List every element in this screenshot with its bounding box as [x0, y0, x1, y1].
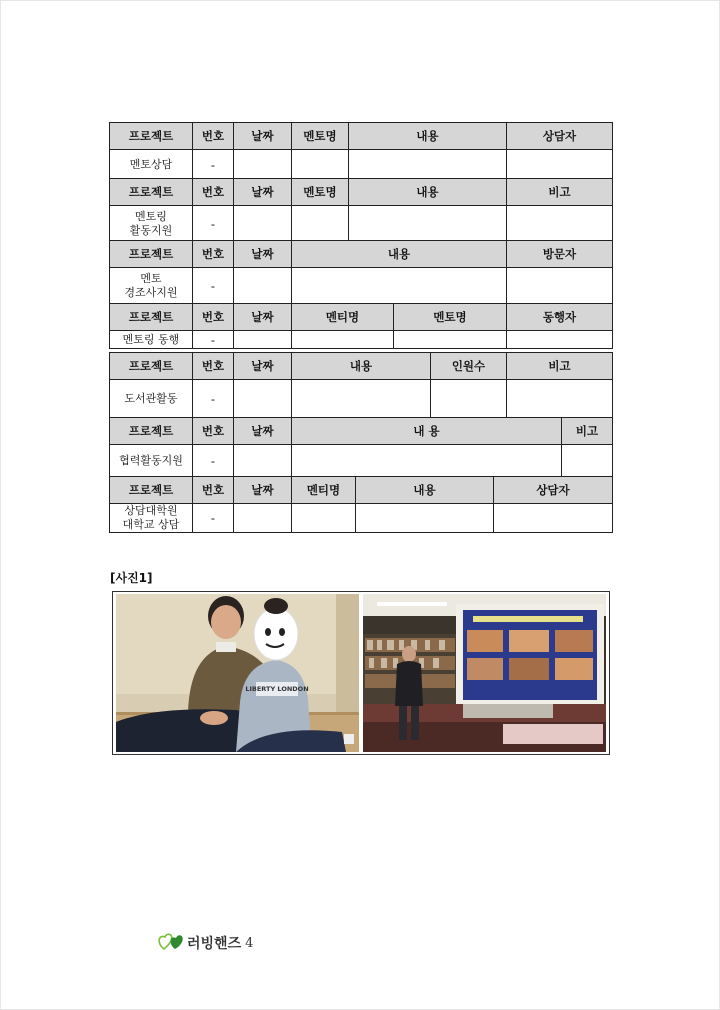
table-header-row: [110, 477, 613, 504]
remarks-cell: [507, 206, 613, 242]
date-cell: [234, 150, 292, 181]
header-mentee-name: 멘티명: [292, 304, 394, 331]
table-row: [110, 380, 613, 418]
header-content: 내용: [349, 123, 507, 150]
photo-library-presentation: [363, 594, 606, 752]
header-mentee-name: 멘티명: [292, 477, 356, 504]
project-label: 멘토상담: [110, 150, 193, 181]
header-project: 프로젝트: [110, 304, 193, 331]
header-number: 번호: [193, 179, 234, 206]
visitor-cell: [507, 268, 613, 304]
header-date: 날짜: [234, 241, 292, 268]
content-cell: [292, 268, 507, 304]
table-header-row: [110, 241, 613, 268]
number-cell: -: [193, 331, 234, 349]
loving-hands-logo-icon: [158, 931, 184, 955]
header-remarks: 비고: [507, 179, 613, 206]
table-row: [110, 268, 613, 304]
table-graduate-counseling: [109, 476, 613, 533]
table-mentor-family-events: [109, 240, 613, 304]
content-cell: [292, 380, 431, 418]
date-cell: [234, 445, 292, 477]
header-date: 날짜: [234, 418, 292, 445]
number-cell: -: [193, 445, 234, 477]
photo-strip: [112, 591, 610, 755]
mentee-name-cell: [292, 504, 356, 533]
companion-cell: [507, 331, 613, 349]
header-remarks: 비고: [507, 353, 613, 380]
header-number: 번호: [193, 418, 234, 445]
content-cell: [292, 445, 562, 477]
date-cell: [234, 331, 292, 349]
header-visitor: 방문자: [507, 241, 613, 268]
header-mentor-name: 멘토명: [292, 123, 349, 150]
remarks-cell: [562, 445, 613, 477]
header-content: 내용: [349, 179, 507, 206]
headcount-cell: [431, 380, 507, 418]
header-number: 번호: [193, 123, 234, 150]
header-project: 프로젝트: [110, 418, 193, 445]
table-row: [110, 331, 613, 349]
table-row: [110, 445, 613, 477]
header-number: 번호: [193, 241, 234, 268]
mentor-name-cell: [292, 206, 349, 242]
mentor-name-cell: [292, 150, 349, 181]
number-cell: -: [193, 150, 234, 181]
table-row: [110, 150, 613, 181]
mentor-name-cell: [394, 331, 507, 349]
header-project: 프로젝트: [110, 123, 193, 150]
header-mentor-name: 멘토명: [292, 179, 349, 206]
header-mentor-name: 멘토명: [394, 304, 507, 331]
number-cell: -: [193, 268, 234, 304]
content-cell: [349, 206, 507, 242]
number-cell: -: [193, 206, 234, 242]
table-header-row: [110, 353, 613, 380]
table-mentor-consulting: [109, 122, 613, 181]
counselor-cell: [507, 150, 613, 181]
table-header-row: [110, 418, 613, 445]
project-label: 도서관활동: [110, 380, 193, 418]
table-cooperation-support: [109, 417, 613, 477]
number-cell: -: [193, 504, 234, 533]
header-project: 프로젝트: [110, 353, 193, 380]
date-cell: [234, 380, 292, 418]
project-label: 멘토 경조사지원: [110, 268, 193, 304]
header-date: 날짜: [234, 179, 292, 206]
table-row: [110, 206, 613, 242]
header-project: 프로젝트: [110, 241, 193, 268]
photo-mentor-mentee: [116, 594, 359, 752]
date-cell: [234, 504, 292, 533]
photo-caption: [사진1]: [110, 571, 153, 585]
header-number: 번호: [193, 477, 234, 504]
project-label: 상담대학원 대학교 상담: [110, 504, 193, 533]
header-number: 번호: [193, 353, 234, 380]
header-date: 날짜: [234, 123, 292, 150]
header-headcount: 인원수: [431, 353, 507, 380]
brand-name: 러빙핸즈: [187, 936, 242, 952]
footer: [158, 931, 253, 955]
table-row: [110, 504, 613, 533]
header-content: 내용: [292, 241, 507, 268]
project-label: 멘토링 활동지원: [110, 206, 193, 242]
number-cell: -: [193, 380, 234, 418]
project-label: 협력활동지원: [110, 445, 193, 477]
remarks-cell: [507, 380, 613, 418]
table-library-activity: [109, 352, 613, 418]
project-label: 멘토링 동행: [110, 331, 193, 349]
table-header-row: [110, 179, 613, 206]
header-date: 날짜: [234, 304, 292, 331]
mentee-name-cell: [292, 331, 394, 349]
header-content: 내용: [356, 477, 494, 504]
header-project: 프로젝트: [110, 477, 193, 504]
header-counselor: 상담자: [494, 477, 613, 504]
header-remarks: 비고: [562, 418, 613, 445]
header-date: 날짜: [234, 353, 292, 380]
counselor-cell: [494, 504, 613, 533]
header-project: 프로젝트: [110, 179, 193, 206]
shirt-text: LIBERTY LONDON: [245, 685, 309, 693]
header-counselor: 상담자: [507, 123, 613, 150]
header-content: 내 용: [292, 418, 562, 445]
table-header-row: [110, 123, 613, 150]
date-cell: [234, 268, 292, 304]
content-cell: [349, 150, 507, 181]
header-date: 날짜: [234, 477, 292, 504]
table-header-row: [110, 304, 613, 331]
page-number: 4: [245, 935, 254, 951]
content-cell: [356, 504, 494, 533]
table-mentoring-accompany: [109, 303, 613, 349]
table-mentoring-support: [109, 178, 613, 242]
header-content: 내용: [292, 353, 431, 380]
date-cell: [234, 206, 292, 242]
header-number: 번호: [193, 304, 234, 331]
header-companion: 동행자: [507, 304, 613, 331]
